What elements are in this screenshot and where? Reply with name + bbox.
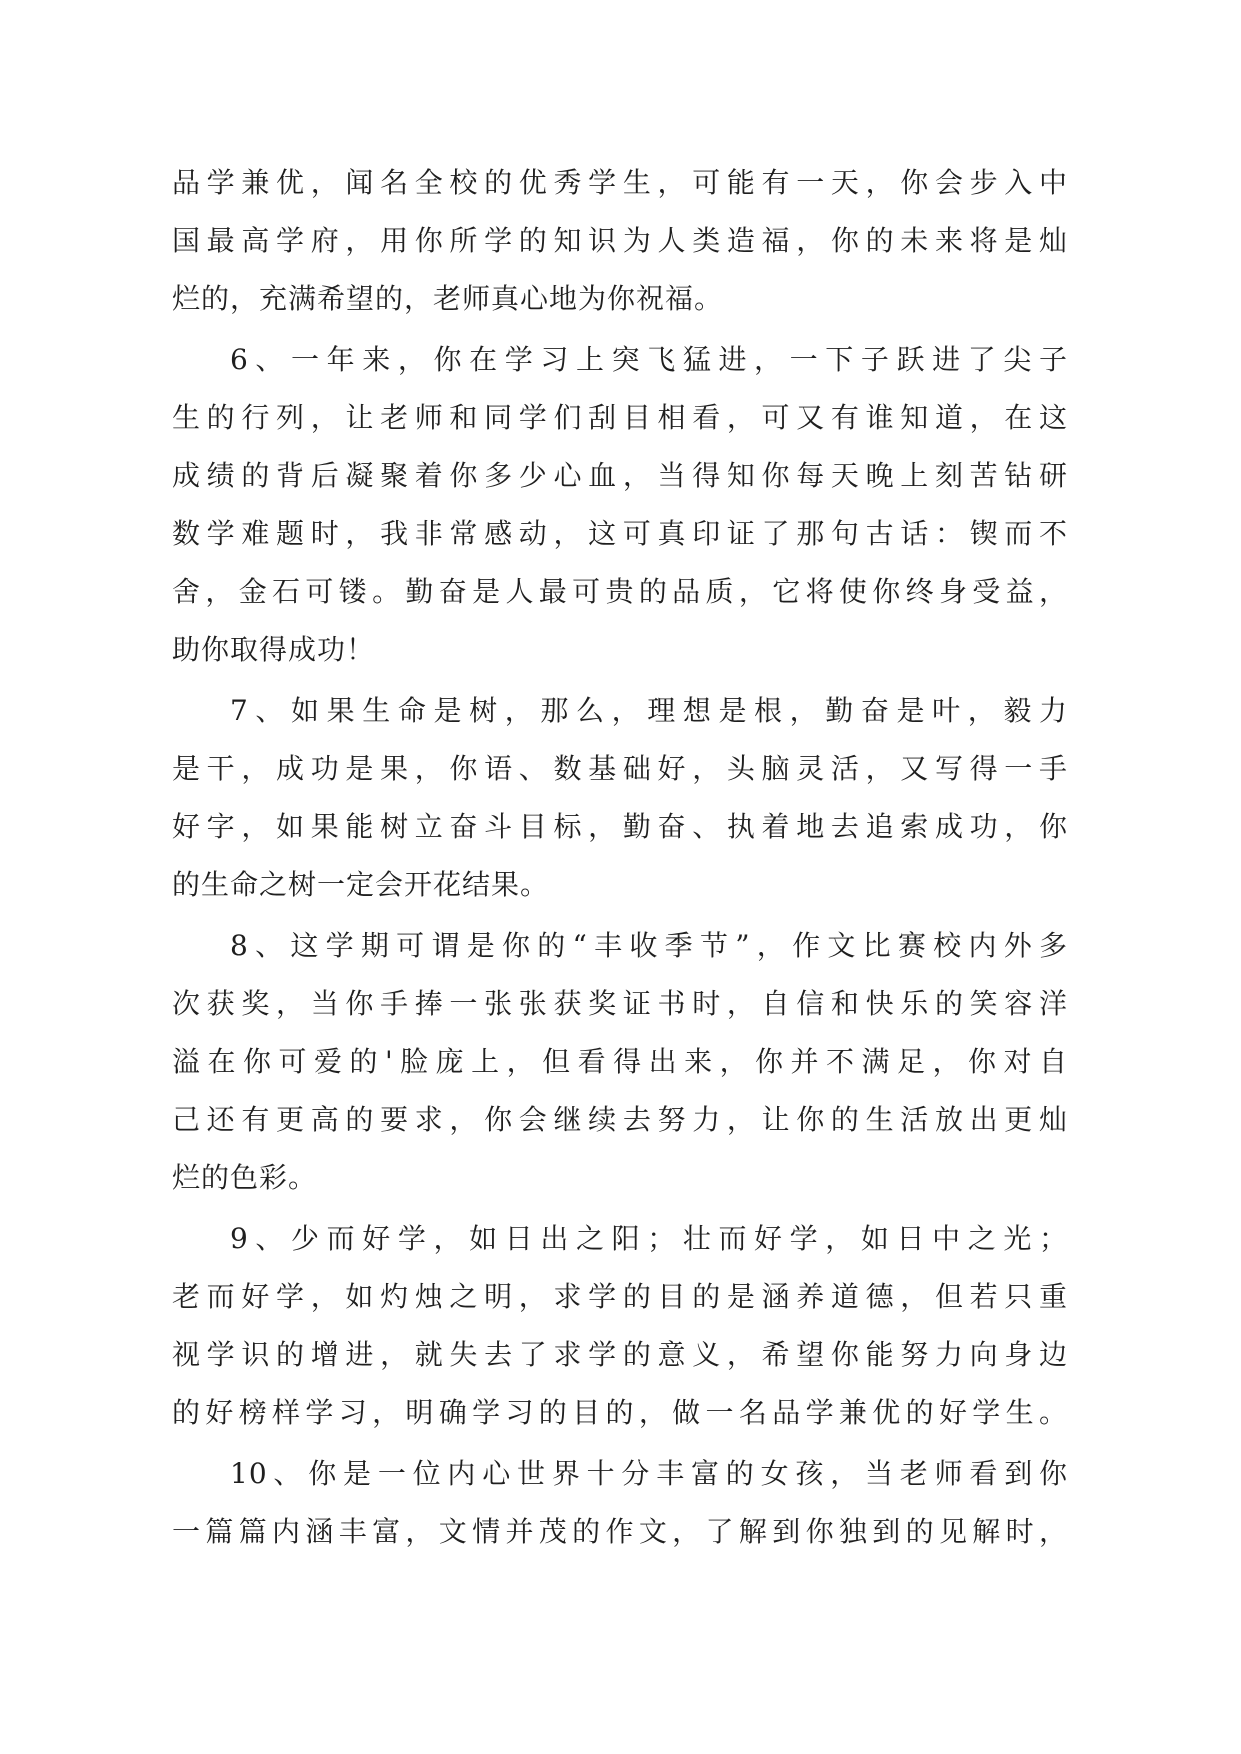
text-line: 舍，金石可镂。勤奋是人最可贵的品质，它将使你终身受益，: [172, 575, 1068, 608]
paragraph-9: [172, 1210, 1068, 1442]
text-line: 好字，如果能树立奋斗目标，勤奋、执着地去追索成功，你: [172, 810, 1068, 843]
text-line: 己还有更高的要求，你会继续去努力，让你的生活放出更灿: [172, 1103, 1068, 1136]
text-line: 烂的，充满希望的，老师真心地为你祝福。: [172, 282, 724, 315]
paragraph-8: [172, 917, 1068, 1207]
document-body: [172, 154, 1068, 1561]
paragraph-5-continuation: [172, 154, 1068, 328]
text-line: 9、少而好学，如日出之阳；壮而好学，如日中之光；: [230, 1222, 1068, 1255]
text-line: 数学难题时，我非常感动，这可真印证了那句古话：锲而不: [172, 517, 1068, 550]
text-line: 6、一年来，你在学习上突飞猛进，一下子跃进了尖子: [230, 343, 1068, 376]
text-line: 的生命之树一定会开花结果。: [172, 868, 550, 901]
text-line: 老而好学，如灼烛之明，求学的目的是涵养道德，但若只重: [172, 1280, 1068, 1313]
paragraph-7: [172, 682, 1068, 914]
text-line: 的好榜样学习，明确学习的目的，做一名品学兼优的好学生。: [172, 1396, 1068, 1429]
text-line: 10、你是一位内心世界十分丰富的女孩，当老师看到你: [230, 1457, 1068, 1490]
text-line: 是干，成功是果，你语、数基础好，头脑灵活，又写得一手: [172, 752, 1068, 785]
text-line: 视学识的增进，就失去了求学的意义，希望你能努力向身边: [172, 1338, 1068, 1371]
text-line: 生的行列，让老师和同学们刮目相看，可又有谁知道，在这: [172, 401, 1068, 434]
text-line: 成绩的背后凝聚着你多少心血，当得知你每天晚上刻苦钻研: [172, 459, 1068, 492]
text-line: 8、这学期可谓是你的“丰收季节”，作文比赛校内外多: [230, 929, 1068, 962]
text-line: 品学兼优，闻名全校的优秀学生，可能有一天，你会步入中: [172, 166, 1068, 199]
text-line: 次获奖，当你手捧一张张获奖证书时，自信和快乐的笑容洋: [172, 987, 1068, 1020]
text-line: 溢在你可爱的'脸庞上，但看得出来，你并不满足，你对自: [172, 1045, 1068, 1078]
paragraph-10: [172, 1445, 1068, 1561]
text-line: 国最高学府，用你所学的知识为人类造福，你的未来将是灿: [172, 224, 1068, 257]
text-line: 7、如果生命是树，那么，理想是根，勤奋是叶，毅力: [230, 694, 1068, 727]
text-line: 助你取得成功！: [172, 633, 376, 666]
paragraph-6: [172, 331, 1068, 679]
text-line: 一篇篇内涵丰富，文情并茂的作文，了解到你独到的见解时，: [172, 1515, 1068, 1548]
text-line: 烂的色彩。: [172, 1161, 318, 1194]
